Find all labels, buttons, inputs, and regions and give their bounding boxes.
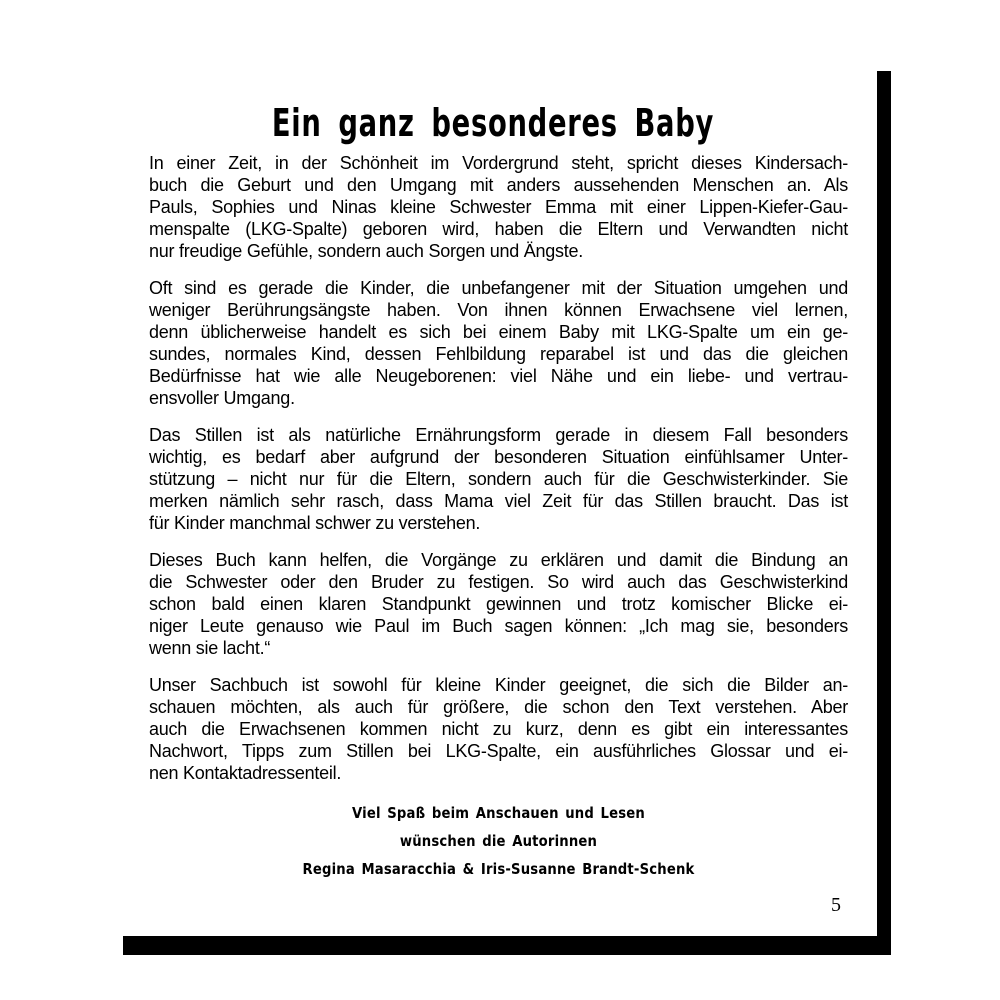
text-line: sundes, normales Kind, dessen Fehlbildung reparabel ist und das die gleichen — [149, 344, 848, 364]
paragraph — [149, 674, 848, 784]
text-line: Dieses Buch kann helfen, die Vorgänge zu erklären und damit die Bindung an — [149, 550, 848, 570]
text-line: Das Stillen ist als natürliche Ernährungsform gerade in diesem Fall besonders — [149, 425, 848, 445]
text-line: schauen möchten, als auch für größere, die schon den Text verstehen. Aber — [149, 697, 848, 717]
paragraph — [149, 549, 848, 659]
text-line: schon bald einen klaren Standpunkt gewinnen und trotz komischer Blicke ei- — [149, 594, 848, 614]
text-line: nen Kontaktadressenteil. — [149, 763, 342, 783]
text-line: die Schwester oder den Bruder zu festigen. So wird auch das Geschwisterkind — [149, 572, 848, 592]
text-line: menspalte (LKG-Spalte) geboren wird, haben die Eltern und Verwandten nicht — [149, 219, 848, 239]
closing-line: Viel Spaß beim Anschauen und Lesen — [352, 804, 645, 822]
text-line: Bedürfnisse hat wie alle Neugeborenen: viel Nähe und ein liebe- und vertrau- — [149, 366, 848, 386]
text-line: wichtig, es bedarf aber aufgrund der besonderen Situation einfühlsamer Unter- — [149, 447, 848, 467]
page-title: Ein ganz besonderes Baby — [271, 101, 715, 145]
text-line: stützung – nicht nur für die Eltern, sondern auch für die Geschwisterkinder. Sie — [149, 469, 848, 489]
paragraph — [149, 424, 848, 534]
text-line: niger Leute genauso wie Paul im Buch sagen können: „Ich mag sie, besonders — [149, 616, 848, 636]
text-line: buch die Geburt und den Umgang mit anders aussehenden Menschen an. Als — [149, 175, 848, 195]
paragraph — [149, 152, 848, 262]
text-line: nur freudige Gefühle, sondern auch Sorgen und Ängste. — [149, 241, 584, 261]
text-line: Oft sind es gerade die Kinder, die unbefangener mit der Situation umgehen und — [149, 278, 848, 298]
text-line: Pauls, Sophies und Ninas kleine Schwester Emma mit einer Lippen-Kiefer-Gau- — [149, 197, 848, 217]
body-text — [149, 152, 848, 883]
text-line: wenn sie lacht.“ — [149, 638, 271, 658]
text-line: Nachwort, Tipps zum Stillen bei LKG-Spalte, ein ausführliches Glossar und ei- — [149, 741, 848, 761]
text-line: merken nämlich sehr rasch, dass Mama viel Zeit für das Stillen braucht. Das ist — [149, 491, 848, 511]
closing-note — [191, 799, 806, 883]
text-line: weniger Berührungsängste haben. Von ihnen können Erwachsene viel lernen, — [149, 300, 848, 320]
text-line: für Kinder manchmal schwer zu verstehen. — [149, 513, 481, 533]
text-line: auch die Erwachsenen kommen nicht zu kurz, denn es gibt ein interessantes — [149, 719, 848, 739]
text-line: ensvoller Umgang. — [149, 388, 295, 408]
closing-line: wünschen die Autorinnen — [399, 832, 598, 850]
text-line: denn üblicherweise handelt es sich bei einem Baby mit LKG-Spalte um ein ge- — [149, 322, 848, 342]
text-line: In einer Zeit, in der Schönheit im Vordergrund steht, spricht dieses Kindersach- — [149, 153, 848, 173]
paragraphs-container — [149, 152, 848, 784]
closing-line: Regina Masaracchia & Iris-Susanne Brandt-Schenk — [302, 860, 695, 878]
paragraph — [149, 277, 848, 409]
page-number: 5 — [831, 894, 841, 916]
book-page — [109, 52, 877, 936]
text-line: Unser Sachbuch ist sowohl für kleine Kinder geeignet, die sich die Bilder an- — [149, 675, 848, 695]
